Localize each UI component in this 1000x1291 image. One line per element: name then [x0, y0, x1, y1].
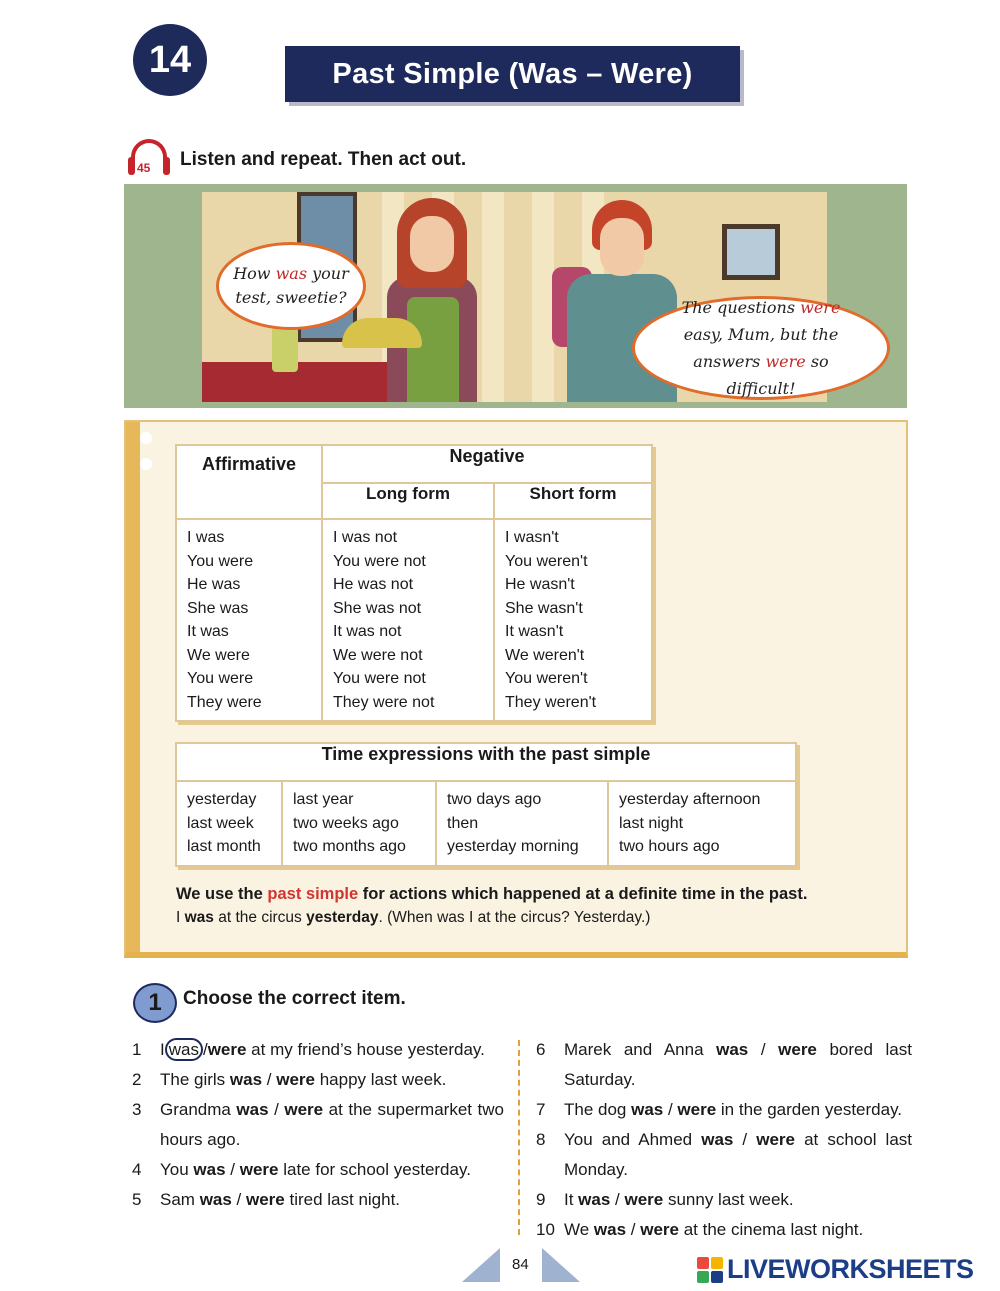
- exercise-number-badge: 1: [133, 983, 177, 1023]
- option-were[interactable]: were: [246, 1190, 285, 1209]
- short-form-column: I wasn't You weren't He wasn't She wasn't It wasn't We weren't You weren't They weren't: [494, 519, 652, 721]
- headphones-icon[interactable]: [127, 139, 171, 179]
- exercise-item-9: 9 It was / were sunny last week.: [536, 1190, 794, 1209]
- option-were[interactable]: were: [239, 1160, 279, 1179]
- time-column-3: two days ago then yesterday morning: [436, 781, 608, 866]
- column-divider: [518, 1040, 520, 1235]
- listen-instruction: Listen and repeat. Then act out.: [180, 149, 467, 170]
- option-was[interactable]: was: [631, 1100, 664, 1119]
- speech-bubble-boy: The questions were easy, Mum, but the answers were so difficult!: [632, 296, 890, 400]
- option-was[interactable]: was: [193, 1160, 226, 1179]
- exercise-item-6: 6 Marek and Anna was / were bored last Saturday.: [536, 1040, 912, 1089]
- unit-number-badge: 14: [133, 24, 207, 96]
- exercise-item-8: 8 You and Ahmed was / were at school last Monday.: [536, 1130, 913, 1179]
- grammar-rule: We use the past simple for actions which happened at a definite time in the past.: [176, 885, 808, 903]
- exercise-items-left: [132, 1035, 504, 1215]
- page-corner-right: [542, 1248, 580, 1282]
- affirmative-column: I was You were He was She was It was We were You were They were: [176, 519, 322, 721]
- exercise-item-1: 1 I was /were at my friend’s house yesterday.: [132, 1040, 485, 1059]
- option-were[interactable]: were: [756, 1130, 795, 1149]
- picture-frame-image: [722, 224, 780, 280]
- exercise-item-4: 4 You was / were late for school yesterday.: [132, 1160, 471, 1179]
- option-was[interactable]: was: [701, 1130, 734, 1149]
- exercise-item-7: 7 The dog was / were in the garden yesterday.: [536, 1100, 903, 1119]
- speech-bubble-mother: How was your test, sweetie?: [216, 242, 366, 330]
- exercise-item-3: 3 Grandma was / were at the supermarket two hours ago.: [132, 1100, 505, 1149]
- logo-text: LIVEWORKSHEETS: [727, 1254, 974, 1284]
- audio-track-number: 45: [137, 161, 151, 175]
- conjugation-table: [175, 444, 653, 722]
- page-number: 84: [512, 1256, 529, 1273]
- dish-image: [342, 318, 422, 348]
- option-were[interactable]: were: [276, 1070, 315, 1089]
- grammar-example: I was at the circus yesterday. (When was I at the circus? Yesterday.): [176, 909, 651, 926]
- option-were[interactable]: were: [624, 1190, 664, 1209]
- exercise-title: Choose the correct item.: [183, 988, 406, 1009]
- affirmative-header: Affirmative: [176, 445, 322, 519]
- page-title: Past Simple (Was – Were): [285, 46, 740, 102]
- exercise-item-2: 2 The girls was / were happy last week.: [132, 1070, 447, 1089]
- option-were[interactable]: were: [284, 1100, 324, 1119]
- time-column-4: yesterday afternoon last night two hours ago: [608, 781, 796, 866]
- long-form-column: I was not You were not He was not She was not It was not We were not You were not They were not: [322, 519, 494, 721]
- option-were[interactable]: were: [640, 1220, 679, 1239]
- option-was[interactable]: was: [578, 1190, 611, 1209]
- option-were[interactable]: were: [207, 1040, 247, 1059]
- option-was-selected[interactable]: was: [165, 1038, 203, 1061]
- exercise-item-5: 5 Sam was / were tired last night.: [132, 1190, 401, 1209]
- exercise-items-right: [536, 1035, 912, 1245]
- option-was[interactable]: was: [593, 1220, 627, 1239]
- option-was[interactable]: was: [229, 1070, 263, 1089]
- logo-icon: [697, 1257, 723, 1283]
- long-form-header: Long form: [322, 483, 494, 519]
- option-was[interactable]: was: [716, 1040, 749, 1059]
- liveworksheets-logo[interactable]: [697, 1254, 974, 1285]
- option-was[interactable]: was: [236, 1100, 269, 1119]
- option-were[interactable]: were: [677, 1100, 717, 1119]
- time-expressions-title: Time expressions with the past simple: [176, 743, 796, 781]
- comic-illustration: [124, 184, 907, 408]
- short-form-header: Short form: [494, 483, 652, 519]
- option-were[interactable]: were: [778, 1040, 817, 1059]
- page-corner-left: [462, 1248, 500, 1282]
- option-was[interactable]: was: [199, 1190, 232, 1209]
- time-column-2: last year two weeks ago two months ago: [282, 781, 436, 866]
- exercise-item-10: 10 We was / were at the cinema last night.: [536, 1220, 864, 1239]
- time-column-1: yesterday last week last month: [176, 781, 282, 866]
- negative-header: Negative: [322, 445, 652, 483]
- time-expressions-table: [175, 742, 797, 867]
